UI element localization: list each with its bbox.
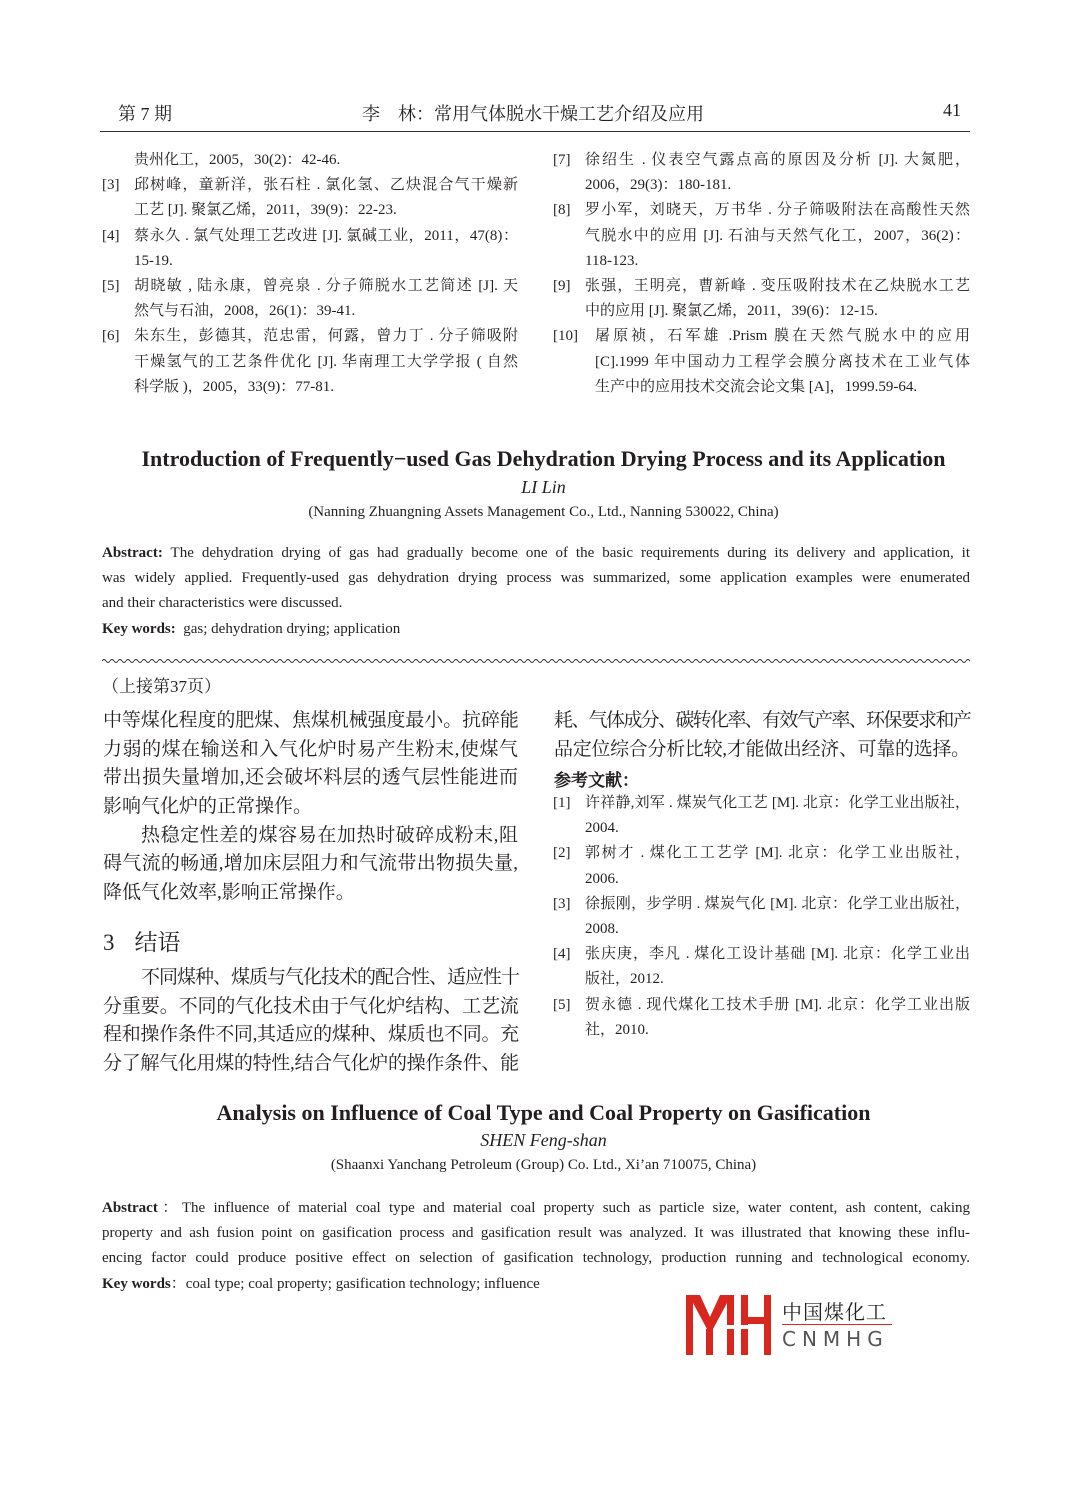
- reference-number: [5]: [102, 278, 120, 295]
- body-text-line: 热稳定性差的煤容易在加热时破碎成粉末,阻: [141, 824, 518, 846]
- article2-abstract: [102, 1196, 970, 1297]
- reference-item: [102, 274, 518, 324]
- reference-number: [10]: [553, 328, 578, 345]
- reference-item: [553, 942, 970, 992]
- article2-author: SHEN Feng-shan: [480, 1130, 607, 1150]
- reference-number: [9]: [553, 278, 571, 295]
- reference-line: 气脱水中的应用 [J]. 石油与天然气化工，2007，36(2)：: [585, 227, 970, 244]
- page-number: 41: [943, 100, 961, 120]
- body-text-line: 品定位综合分析比较,才能做出经济、可靠的选择。: [554, 738, 970, 760]
- references-top-left: [102, 148, 518, 400]
- reference-line: 干燥氢气的工艺条件优化 [J]. 华南理工大学学报 ( 自然: [134, 353, 518, 370]
- body-text-line: 带出损失量增加,还会破坏料层的透气层性能进而: [103, 767, 518, 789]
- reference-item: [102, 324, 518, 400]
- body-text-line: 分了解气化用煤的特性,结合气化炉的操作条件、能: [103, 1053, 519, 1075]
- reference-line: 张强，王明亮，曹新峰 . 变压吸附技术在乙炔脱水工艺: [585, 278, 970, 295]
- reference-item: [553, 791, 970, 841]
- body-text-line: 耗、气体成分、碳转化率、有效气产率、环保要求和产: [554, 710, 970, 731]
- reference-line: 2008.: [585, 921, 619, 938]
- keywords-label: Key words: [102, 1275, 171, 1292]
- reference-line: 2006.: [585, 870, 619, 887]
- reference-item: [553, 841, 970, 891]
- body-text-line: 分重要。不同的气化技术由于气化炉结构、工艺流: [103, 995, 519, 1017]
- reference-line: [C].1999 年中国动力工程学会膜分离技术在工业气体: [595, 353, 970, 370]
- body-text-line: 碍气流的畅通,增加床层阻力和气流带出物损失量,: [103, 853, 518, 875]
- body-text-line: 影响气化炉的正常操作。: [103, 796, 313, 818]
- reference-number: [6]: [102, 328, 120, 345]
- reference-line: 屠原祯，石军雄 .Prism 膜在天然气脱水中的应用: [595, 328, 970, 345]
- reference-line: 贵州化工，2005，30(2)：42-46.: [134, 152, 341, 168]
- body-text-line: 程和操作条件不同,其适应的煤种、煤质也不同。充: [103, 1024, 519, 1046]
- references-bottom-right: [553, 791, 970, 1043]
- reference-item: [553, 148, 970, 198]
- section-number: 3: [103, 930, 115, 955]
- reference-item: [102, 173, 518, 223]
- reference-number: [1]: [553, 795, 571, 811]
- reference-line: 工艺 [J]. 聚氯乙烯，2011，39(9)：22-23.: [134, 202, 397, 219]
- body-text-line: 中等煤化程度的肥煤、焦煤机械强度最小。抗碎能: [103, 710, 519, 731]
- reference-line: 然气与石油，2008，26(1)：39-41.: [134, 303, 356, 320]
- body-text-line: 降低气化效率,影响正常操作。: [103, 882, 355, 904]
- reference-line: 生产中的应用技术交流会论文集 [A]，1999.59-64.: [595, 378, 918, 395]
- article1-affiliation: (Nanning Zhuangning Assets Management Co., Ltd., Nanning 530022, China): [308, 504, 779, 520]
- reference-line: 胡晓敏 , 陆永康，曾亮泉 . 分子筛脱水工艺简述 [J]. 天: [134, 278, 518, 295]
- issue-number: 第 7 期: [118, 104, 172, 124]
- article1-abstract: [102, 541, 970, 642]
- reference-line: 许祥静,刘军 . 煤炭气化工艺 [M]. 北京：化学工业出版社，: [585, 795, 970, 811]
- abstract-line: and their characteristics were discussed.: [102, 595, 343, 612]
- reference-line: 罗小军，刘晓天，万书华 . 分子筛吸附法在高酸性天然: [585, 202, 970, 219]
- body-left: [103, 707, 518, 908]
- reference-item: [553, 993, 970, 1043]
- body-text-line: 力弱的煤在输送和入气化炉时易产生粉末,使煤气: [103, 738, 518, 760]
- reference-line: 科学版 )，2005，33(9)：77-81.: [134, 378, 334, 395]
- reference-number: [4]: [553, 946, 571, 963]
- references-top-right: [553, 148, 970, 400]
- header-rule: [100, 131, 970, 132]
- continued-from-note: （上接第37页）: [102, 677, 221, 696]
- abstract-label: Abstract: [102, 1200, 158, 1216]
- reference-item: [553, 324, 970, 400]
- reference-line: 2004.: [585, 820, 619, 837]
- references-heading: 参考文献：: [554, 771, 639, 790]
- logo-english-text: CNMHG: [782, 1327, 889, 1351]
- section-title: 结语: [134, 930, 181, 955]
- body-right: [554, 707, 970, 764]
- reference-line: 邱树峰，童新洋，张石柱 . 氯化氢、乙炔混合气干燥新: [134, 177, 518, 194]
- reference-number: [4]: [102, 227, 120, 244]
- reference-number: [7]: [553, 152, 571, 168]
- logo-chinese-text: 中国煤化工: [782, 1300, 887, 1324]
- reference-line: 118-123.: [585, 252, 639, 269]
- reference-number: [5]: [553, 996, 571, 1013]
- reference-line: 张庆庚，李凡 . 煤化工设计基础 [M]. 北京：化学工业出: [585, 946, 970, 963]
- running-title: 李 林：常用气体脱水干燥工艺介绍及应用: [362, 104, 704, 124]
- article2-affiliation: (Shaanxi Yanchang Petroleum (Group) Co. Ltd., Xi’an 710075, China): [330, 1157, 757, 1173]
- reference-line: 徐振刚，步学明 . 煤炭气化 [M]. 北京：化学工业出版社，: [585, 895, 970, 912]
- abstract-line: ：The influence of material coal type and material coal property such as particle size, water content, ash content, caking: [157, 1200, 970, 1216]
- reference-item: [102, 148, 518, 173]
- keywords: ：coal type; coal property; gasification technology; influence: [170, 1275, 540, 1292]
- reference-line: 朱东生，彭德其，范忠雷，何露，曾力丁 . 分子筛吸附: [134, 328, 518, 345]
- reference-item: [553, 892, 970, 942]
- keywords-label: Key words:: [102, 620, 176, 637]
- article1-title: Introduction of Frequently−used Gas Dehydration Drying Process and its Application: [141, 446, 946, 471]
- cnmhg-logo: [686, 1295, 896, 1357]
- logo-divider: [782, 1324, 892, 1325]
- section-heading: [103, 924, 181, 957]
- article2-title: Analysis on Influence of Coal Type and Coal Property on Gasification: [216, 1100, 871, 1125]
- reference-line: 版社，2012.: [585, 971, 664, 988]
- reference-line: 中的应用 [J]. 聚氯乙烯，2011，39(6)：12-15.: [585, 303, 878, 320]
- reference-line: 徐绍生 . 仪表空气露点高的原因及分析 [J]. 大氮肥，: [585, 152, 970, 168]
- reference-number: [3]: [102, 177, 120, 194]
- abstract-line: property and ash fusion point on gasification process and gasification result was analyzed. It was illustrated that knowing these influ-: [102, 1225, 970, 1242]
- logo-mark-icon: [686, 1295, 776, 1355]
- reference-item: [553, 198, 970, 274]
- article1-author: LI Lin: [521, 477, 566, 497]
- reference-line: 15-19.: [134, 252, 173, 269]
- reference-line: 社，2010.: [585, 1021, 649, 1038]
- reference-line: 贺永德 . 现代煤化工技术手册 [M]. 北京：化学工业出版: [585, 996, 970, 1013]
- wavy-separator: [102, 657, 970, 665]
- body-left-conclusion: [103, 964, 518, 1079]
- abstract-line: was widely applied. Frequently-used gas dehydration drying process was summarized, some application examples were enumerated: [102, 570, 970, 587]
- reference-item: [102, 224, 518, 274]
- reference-line: 2006，29(3)：180-181.: [585, 177, 732, 194]
- reference-number: [3]: [553, 895, 571, 912]
- reference-line: 郭树才 . 煤化工工艺学 [M]. 北京：化学工业出版社，: [585, 845, 970, 862]
- body-text-line: 不同煤种、煤质与气化技术的配合性、适应性十: [141, 967, 520, 988]
- reference-number: [8]: [553, 202, 571, 219]
- reference-item: [553, 274, 970, 324]
- abstract-line: encing factor could produce positive effect on selection of gasification technology, production running and technological economy.: [102, 1250, 970, 1267]
- abstract-line: The dehydration drying of gas had gradually become one of the basic requirements during its delivery and application, it: [170, 545, 970, 561]
- reference-line: 蔡永久 . 氯气处理工艺改进 [J]. 氯碱工业，2011，47(8)：: [134, 227, 518, 244]
- keywords: gas; dehydration drying; application: [183, 620, 401, 637]
- abstract-label: Abstract:: [102, 545, 163, 561]
- reference-number: [2]: [553, 845, 571, 862]
